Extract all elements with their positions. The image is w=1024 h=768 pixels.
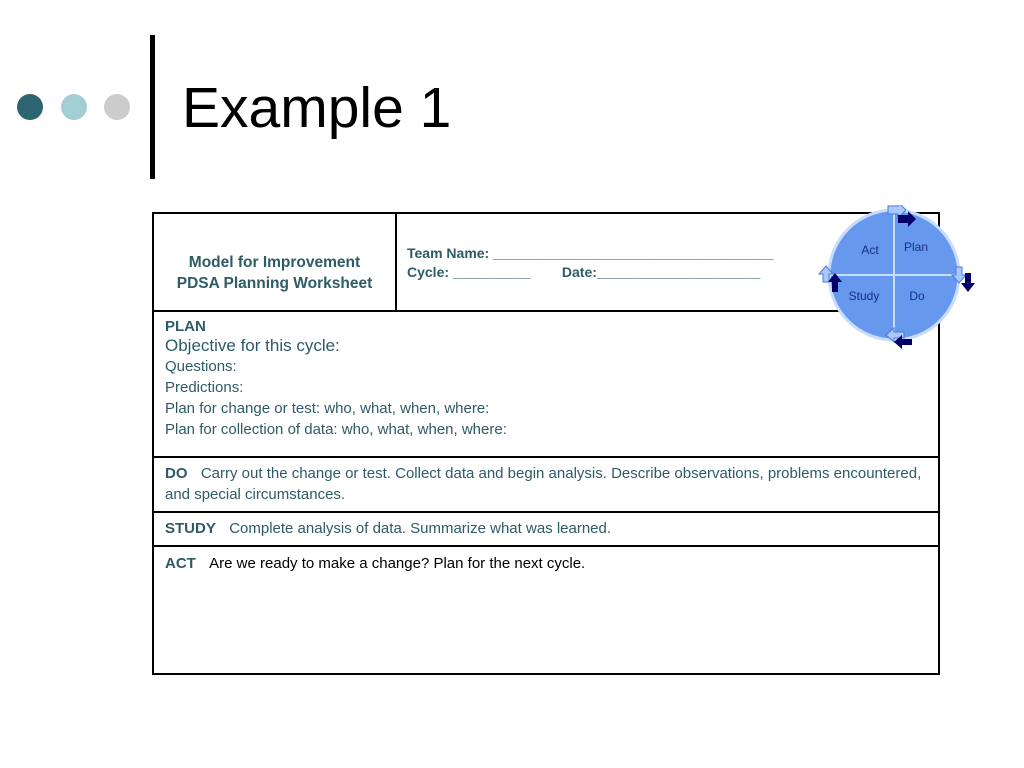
- worksheet-title-line1: Model for Improvement: [188, 254, 361, 271]
- pdsa-cycle-diagram: [818, 205, 978, 355]
- bullet-dot-dark: [17, 94, 43, 120]
- cycle-label-plan: Plan: [903, 240, 929, 254]
- plan-predictions: Predictions:: [165, 379, 244, 396]
- study-title: STUDY: [165, 520, 216, 537]
- plan-data-collection: Plan for collection of data: who, what, when, where:: [165, 421, 507, 438]
- act-text: Are we ready to make a change? Plan for the next cycle.: [209, 555, 586, 572]
- do-title: DO: [165, 465, 188, 482]
- plan-change-test: Plan for change or test: who, what, when, where:: [165, 400, 490, 417]
- worksheet-title-line2: PDSA Planning Worksheet: [176, 275, 373, 292]
- cycle-date-line: Cycle: __________ Date:_____________________: [407, 264, 761, 280]
- plan-questions: Questions:: [165, 358, 237, 375]
- team-name-line: Team Name: ____________________________________: [407, 245, 774, 261]
- slide-title: Example 1: [182, 76, 452, 140]
- study-section: [154, 513, 938, 547]
- plan-objective: Objective for this cycle:: [165, 336, 340, 355]
- worksheet-title-cell: [154, 214, 397, 310]
- plan-title: PLAN: [165, 318, 206, 335]
- cycle-label-study: Study: [848, 289, 880, 303]
- act-section: [154, 547, 938, 673]
- bullet-dot-gray: [104, 94, 130, 120]
- study-text: Complete analysis of data. Summarize what was learned.: [229, 520, 612, 537]
- act-title: ACT: [165, 555, 196, 572]
- do-text: Carry out the change or test. Collect data and begin analysis. Describe observations, problems encountered, and special circumstances.: [165, 465, 922, 503]
- bullet-dot-light: [61, 94, 87, 120]
- cycle-label-do: Do: [909, 289, 925, 303]
- cycle-label-act: Act: [861, 243, 879, 257]
- team-info-cell: [407, 244, 773, 282]
- do-section: [154, 458, 938, 513]
- title-divider: [150, 35, 155, 179]
